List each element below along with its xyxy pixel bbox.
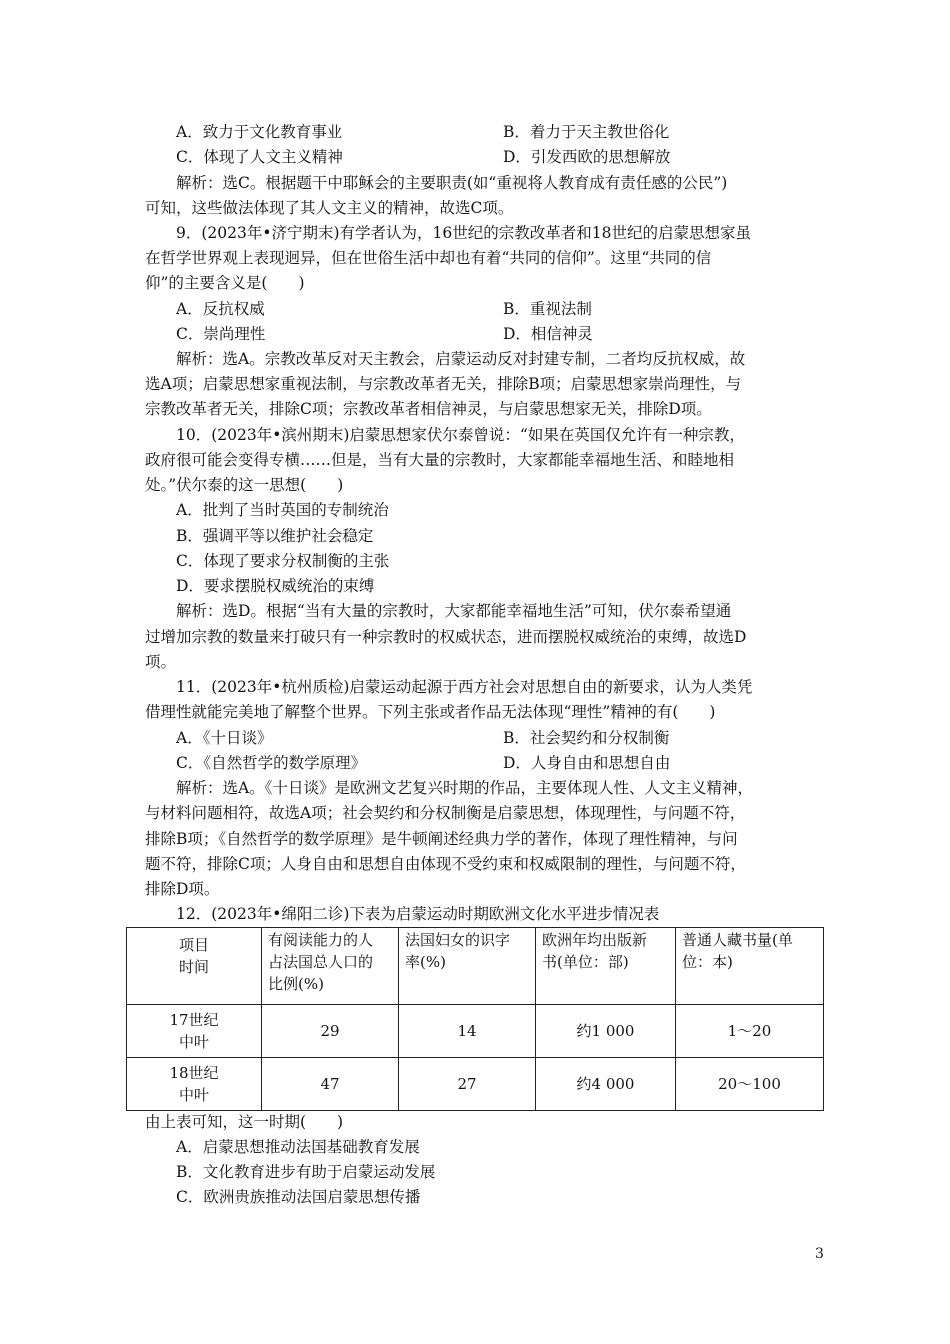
q11-option-b: B．社会契约和分权制衡: [503, 729, 670, 747]
q9-option-a: A．反抗权威: [176, 300, 265, 318]
q9-option-c: C．崇尚理性: [176, 325, 266, 343]
header-line: 比例(%): [268, 975, 324, 993]
q10-stem-line: 10．(2023年•滨州期末)启蒙思想家伏尔泰曾说：“如果在英国仅允许有一种宗教，: [176, 426, 745, 444]
header-new-books: [536, 928, 676, 1005]
table-header-row: [127, 928, 824, 1005]
q10-option-b: B．强调平等以维护社会稳定: [176, 527, 374, 545]
q8-analysis-line: 可知，这些做法体现了其人文主义的精神，故选C项。: [145, 199, 514, 217]
header-book-collection: [676, 928, 824, 1005]
header-line: 书(单位：部): [542, 953, 629, 971]
header-women-literacy: [399, 928, 536, 1005]
time-line: 中叶: [178, 1086, 209, 1104]
q11-option-a: A．《十日谈》: [176, 729, 273, 747]
q10-stem-line: 处。”伏尔泰的这一思想( ): [145, 476, 344, 494]
q9-analysis-line: 选A项；启蒙思想家重视法制，与宗教改革者无关，排除B项；启蒙思想家崇尚理性，与: [145, 375, 742, 393]
table-cell: 约1 000: [536, 1005, 676, 1058]
q9-stem-line: 仰”的主要含义是( ): [145, 274, 305, 292]
header-line: 有阅读能力的人: [268, 931, 374, 949]
table-cell: 20～100: [676, 1058, 824, 1111]
table-row: [127, 1058, 824, 1111]
header-line: 位：本): [682, 953, 733, 971]
table-cell: 27: [399, 1058, 536, 1111]
q10-option-d: D．要求摆脱权威统治的束缚: [176, 577, 375, 595]
q11-option-d: D．人身自由和思想自由: [503, 754, 671, 772]
header-line: 法国妇女的识字: [405, 931, 511, 949]
q8-analysis-line: 解析：选C。根据题干中耶稣会的主要职责(如“重视将人教育成有责任感的公民”): [176, 174, 728, 192]
q12-option-c: C．欧洲贵族推动法国启蒙思想传播: [176, 1188, 421, 1206]
q12-option-b: B．文化教育进步有助于启蒙运动发展: [176, 1163, 436, 1181]
q11-analysis-line: 解析：选A。《十日谈》是欧洲文艺复兴时期的作品，主要体现人性、人文主义精神，: [176, 779, 753, 797]
table-cell: 29: [262, 1005, 399, 1058]
row-time-cell: [127, 1005, 262, 1058]
q10-stem-line: 政府很可能会变得专横……但是，当有大量的宗教时，大家都能幸福地生活、和睦地相: [145, 451, 735, 469]
table-corner-cell: [127, 928, 262, 1005]
q11-stem-line: 借理性就能完美地了解整个世界。下列主张或者作品无法体现“理性”精神的有( ): [145, 703, 716, 721]
time-line: 中叶: [178, 1033, 209, 1051]
table-row: [127, 1005, 824, 1058]
time-line: 18世纪: [169, 1064, 219, 1082]
header-line: 普通人藏书量(单: [682, 931, 793, 949]
q11-analysis-line: 排除D项。: [145, 880, 220, 898]
q11-option-c: C．《自然哲学的数学原理》: [176, 754, 367, 772]
q9-stem-line: 在哲学世界观上表现迥异，但在世俗生活中却也有着“共同的信仰”。这里“共同的信: [145, 249, 712, 267]
q10-analysis-line: 过增加宗教的数量来打破只有一种宗教时的权威状态，进而摆脱权威统治的束缚，故选D: [145, 628, 747, 646]
q11-stem-line: 11．(2023年•杭州质检)启蒙运动起源于西方社会对思想自由的新要求，认为人类凭: [176, 678, 753, 696]
culture-progress-table: [126, 927, 824, 1111]
q12-stem: 12．(2023年•绵阳二诊)下表为启蒙运动时期欧洲文化水平进步情况表: [176, 905, 660, 923]
q12-after-table: 由上表可知，这一时期( ): [145, 1113, 344, 1131]
q12-option-a: A．启蒙思想推动法国基础教育发展: [176, 1138, 420, 1156]
q10-analysis-line: 项。: [145, 653, 177, 671]
q8-option-a: A．致力于文化教育事业: [176, 123, 343, 141]
q9-option-b: B．重视法制: [503, 300, 592, 318]
q8-option-c: C．体现了人文主义精神: [176, 148, 343, 166]
q10-analysis-line: 解析：选D。根据“当有大量的宗教时，大家都能幸福地生活”可知，伏尔泰希望通: [176, 602, 732, 620]
header-reading-ability: [262, 928, 399, 1005]
table-cell: 约4 000: [536, 1058, 676, 1111]
header-line: 占法国总人口的: [268, 953, 374, 971]
q11-analysis-line: 排除B项；《自然哲学的数学原理》是牛顿阐述经典力学的著作，体现了理性精神，与问: [145, 830, 738, 848]
q11-analysis-line: 题不符，排除C项；人身自由和思想自由体现不受约束和权威限制的理性，与问题不符，: [145, 855, 746, 873]
table-cell: 14: [399, 1005, 536, 1058]
q9-analysis-line: 宗教改革者无关，排除C项；宗教改革者相信神灵，与启蒙思想家无关，排除D项。: [145, 400, 712, 418]
q9-analysis-line: 解析：选A。宗教改革反对天主教会，启蒙运动反对封建专制，二者均反抗权威，故: [176, 350, 746, 368]
table-cell: 1～20: [676, 1005, 824, 1058]
table-cell: 47: [262, 1058, 399, 1111]
corner-time-label: 时间: [178, 958, 209, 976]
page-number: 3: [815, 1246, 824, 1262]
corner-item-label: 项目: [178, 936, 209, 954]
q9-option-d: D．相信神灵: [503, 325, 593, 343]
header-line: 欧洲年均出版新: [542, 931, 648, 949]
q10-option-a: A．批判了当时英国的专制统治: [176, 501, 389, 519]
time-line: 17世纪: [169, 1011, 219, 1029]
header-line: 率(%): [405, 953, 446, 971]
row-time-cell: [127, 1058, 262, 1111]
q8-option-d: D．引发西欧的思想解放: [503, 148, 671, 166]
q11-analysis-line: 与材料问题相符，故选A项；社会契约和分权制衡是启蒙思想，体现理性，与问题不符，: [145, 804, 746, 822]
q10-option-c: C．体现了要求分权制衡的主张: [176, 552, 390, 570]
q9-stem-line: 9．(2023年•济宁期末)有学者认为，16世纪的宗教改革者和18世纪的启蒙思想家虽: [176, 224, 751, 242]
q8-option-b: B．着力于天主教世俗化: [503, 123, 670, 141]
